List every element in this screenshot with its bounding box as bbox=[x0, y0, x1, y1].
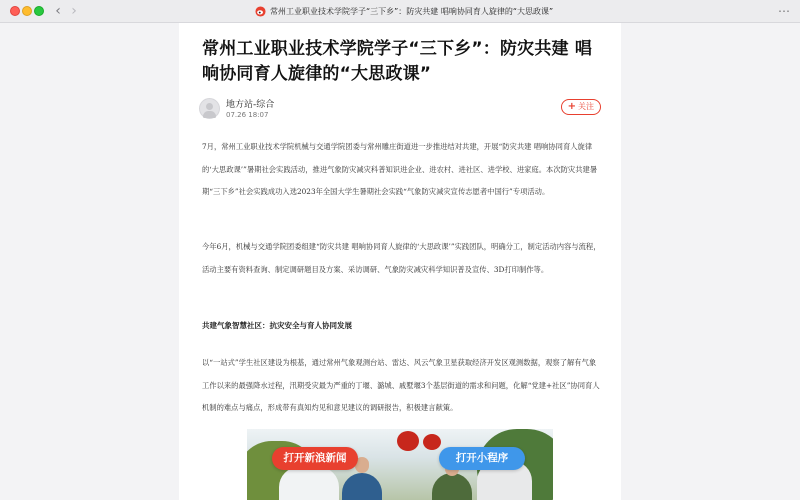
title-bar bbox=[0, 0, 800, 23]
plus-icon: + bbox=[567, 101, 576, 112]
article-photo bbox=[247, 429, 553, 500]
chevron-left-icon: ‹ bbox=[55, 3, 61, 19]
chevron-right-icon: › bbox=[71, 3, 77, 19]
author-bar bbox=[199, 98, 601, 124]
article-paragraph: 7月，常州工业职业技术学院机械与交通学院团委与常州雕庄街道进一步推进结对共建，开展“防灾共建 唱响协同育人旋律的‘大思政课’”暑期社会实践活动，推进气象防灾减灾科普知识进企业、进农村、进社区、进学校、进家庭。本次防灾共建暑期“三下乡”社会实践成功入选2023年全国大学生暑期社会实践“气象防灾减灾宣传志愿者中国行”专项活动。 bbox=[202, 142, 598, 196]
photo-person bbox=[279, 467, 339, 500]
open-sina-news-button[interactable]: 打开新浪新闻 bbox=[272, 447, 358, 470]
publish-date: 07.26 18:07 bbox=[226, 111, 269, 119]
sina-logo-icon bbox=[255, 6, 266, 17]
maximize-window-button[interactable] bbox=[34, 6, 44, 16]
follow-button[interactable] bbox=[561, 99, 601, 115]
article-paragraph: 以“一站式”学生社区建设为根基，通过常州气象观测台站、雷达、风云气象卫星获取经济开发区观测数据，观察了解有气象工作以来的最强降水过程，汛期受灾最为严重的丁堰、潞城、戚墅堰3个基层街道的需求和问题，化解“党建+社区”协同育人机制的难点与痛点，形成带有真知灼见和意见建议的调研报告，积极建言献策。 bbox=[202, 358, 600, 412]
article-paragraph: 今年6月，机械与交通学院团委组建“防灾共建 唱响协同育人旋律的‘大思政课’”实践团队，明确分工，制定活动内容与流程，活动主要有资料查询、制定调研题目及方案、采访调研、气象防灾减灾科学知识普及宣传、3D打印制作等。 bbox=[202, 242, 601, 274]
minimize-window-button[interactable] bbox=[22, 6, 32, 16]
article-page bbox=[179, 23, 621, 500]
article-title: 常州工业职业技术学院学子“三下乡”：防灾共建 唱响协同育人旋律的“大思政课” bbox=[202, 39, 593, 84]
author-name[interactable]: 地方站-综合 bbox=[226, 100, 275, 110]
photo-lantern bbox=[397, 431, 419, 451]
window-title-text: 常州工业职业技术学院学子“三下乡”：防灾共建 唱响协同育人旋律的“大思政课” bbox=[270, 6, 554, 16]
photo-lantern bbox=[423, 434, 441, 450]
avatar-head-shape bbox=[206, 103, 213, 110]
avatar[interactable] bbox=[199, 98, 220, 119]
avatar-body-shape bbox=[203, 111, 216, 118]
open-mini-program-button[interactable]: 打开小程序 bbox=[439, 447, 525, 470]
section-heading: 共建气象智慧社区：抗灾安全与育人协同发展 bbox=[202, 321, 352, 330]
window-title bbox=[255, 4, 553, 18]
close-window-button[interactable] bbox=[10, 6, 20, 16]
more-dots-icon[interactable]: ⋯ bbox=[778, 4, 790, 18]
forward-button[interactable] bbox=[66, 3, 82, 19]
follow-label: 关注 bbox=[578, 102, 594, 111]
back-button[interactable] bbox=[50, 3, 66, 19]
